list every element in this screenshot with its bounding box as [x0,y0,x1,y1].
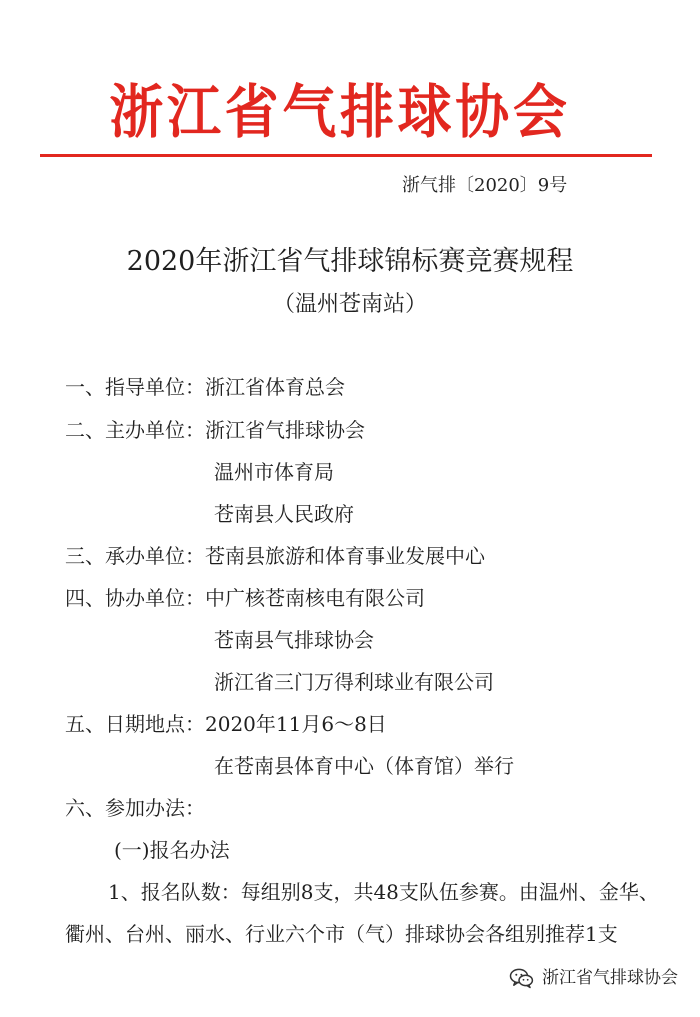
watermark-text: 浙江省气排球协会 [542,968,678,988]
host-unit-line: 二、主办单位：浙江省气排球协会 [65,418,365,442]
co-organizer-continuation-1: 苍南县气排球协会 [214,628,374,652]
wechat-watermark [509,963,678,993]
participation-heading: 六、参加办法： [65,796,205,820]
co-organizer-line: 四、协办单位：中广核苍南核电有限公司 [65,586,425,610]
registration-subheading: (一)报名办法 [114,838,230,862]
document-title: 2020年浙江省气排球锦标赛竞赛规程 [126,246,574,277]
document-number: 浙气排〔2020〕9号 [402,175,568,196]
host-unit-continuation-1: 温州市体育局 [214,460,334,484]
red-header-rule [40,154,652,157]
organizer-line: 三、承办单位：苍南县旅游和体育事业发展中心 [65,544,485,568]
date-location-continuation: 在苍南县体育中心（体育馆）举行 [214,754,514,778]
guiding-unit-line: 一、指导单位：浙江省体育总会 [65,375,345,399]
date-location-line: 五、日期地点：2020年11月6～8日 [65,712,387,736]
document-subtitle: （温州苍南站） [272,292,427,317]
registration-body-line-1: 1、报名队数：每组别8支，共48支队伍参赛。由温州、金华、 [108,880,659,904]
registration-body-line-2: 衢州、台州、丽水、行业六个市（气）排球协会各组别推荐1支 [65,922,618,946]
host-unit-continuation-2: 苍南县人民政府 [214,502,354,526]
organization-title: 浙江省气排球协会 [109,78,571,146]
wechat-icon [509,967,534,989]
co-organizer-continuation-2: 浙江省三门万得利球业有限公司 [214,670,494,694]
